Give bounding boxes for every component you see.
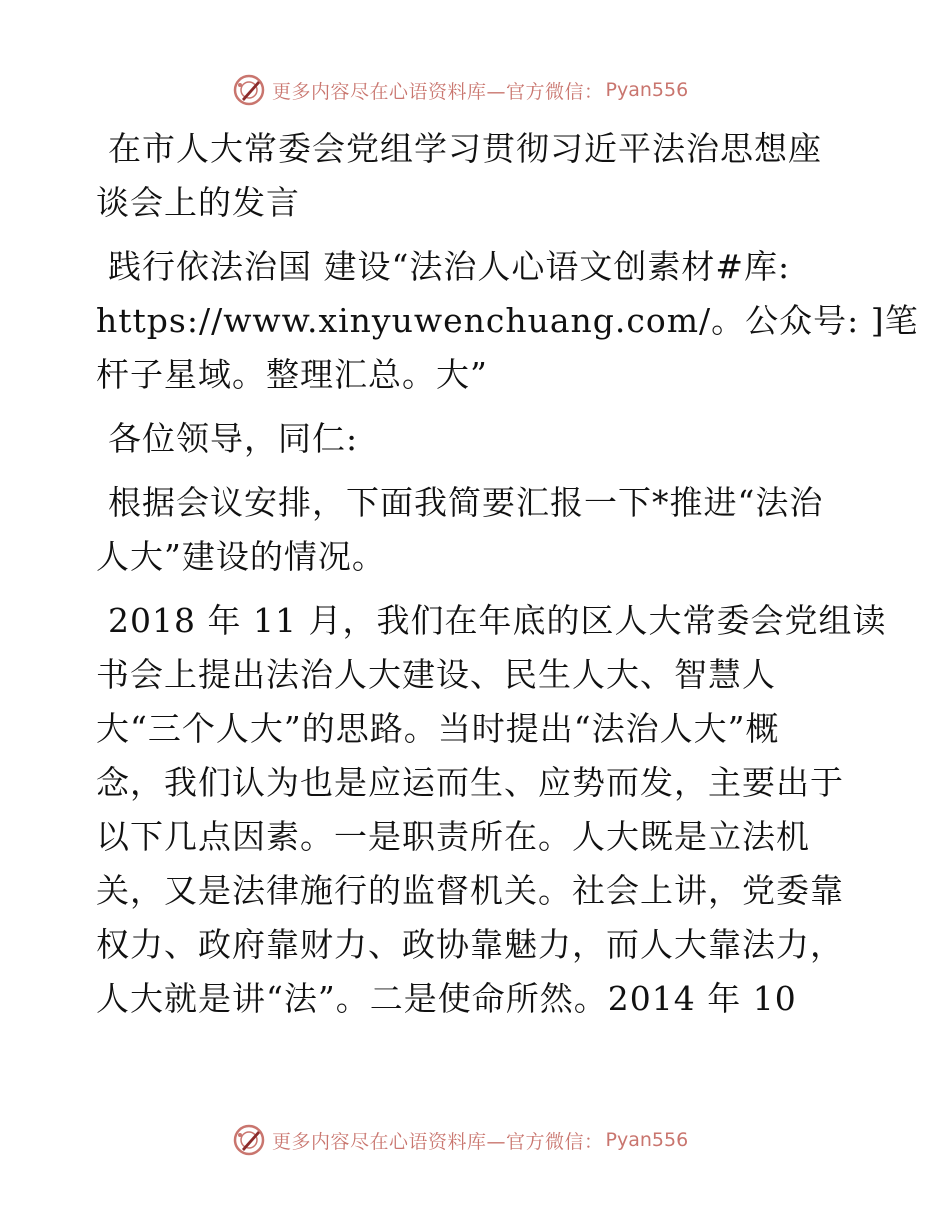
salutation-line: 各位领导，同仁: bbox=[108, 419, 359, 458]
body-line: 权力、政府靠财力、政协靠魅力，而人大靠法力， bbox=[96, 925, 844, 964]
header-watermark bbox=[232, 72, 688, 108]
body-line: 关，又是法律施行的监督机关。社会上讲，党委靠 bbox=[96, 871, 844, 910]
subtitle-line: 践行依法治国 建设“法治人心语文创素材#库: bbox=[108, 247, 791, 286]
quill-circle-icon bbox=[232, 1123, 266, 1157]
watermark-site-text: 更多内容尽在心语资料库—官方微信： bbox=[272, 80, 604, 103]
body-line: 念，我们认为也是应运而生、应势而发，主要出于 bbox=[96, 763, 844, 802]
salutation bbox=[96, 412, 856, 466]
intro-paragraph bbox=[96, 476, 856, 584]
footer-watermark bbox=[232, 1122, 688, 1158]
body-line: 2018 年 11 月，我们在年底的区人大常委会党组读 bbox=[108, 601, 887, 640]
title-line: 在市人大常委会党组学习贯彻习近平法治思想座 bbox=[108, 129, 822, 168]
body-paragraph bbox=[96, 594, 887, 1026]
subtitle-line: https://www.xinyuwenchuang.com/。公众号: ]笔 bbox=[96, 301, 919, 340]
body-line: 大“三个人大”的思路。当时提出“法治人大”概 bbox=[96, 709, 780, 748]
body-line: 以下几点因素。一是职责所在。人大既是立法机 bbox=[96, 817, 810, 856]
document-title bbox=[96, 122, 856, 230]
document-body bbox=[96, 122, 919, 1036]
intro-line: 根据会议安排，下面我简要汇报一下*推进“法治 bbox=[108, 483, 824, 522]
title-line: 谈会上的发言 bbox=[96, 183, 300, 222]
watermark-wechat-id: Pyan556 bbox=[605, 79, 689, 101]
intro-line: 人大”建设的情况。 bbox=[96, 537, 386, 576]
subtitle-paragraph bbox=[96, 240, 919, 402]
watermark-wechat-id: Pyan556 bbox=[605, 1129, 689, 1151]
watermark-site-text: 更多内容尽在心语资料库—官方微信： bbox=[272, 1130, 604, 1153]
quill-circle-icon bbox=[232, 73, 266, 107]
body-line: 人大就是讲“法”。二是使命所然。2014 年 10 bbox=[96, 979, 797, 1018]
body-line: 书会上提出法治人大建设、民生人大、智慧人 bbox=[96, 655, 776, 694]
subtitle-line: 杆子星域。整理汇总。大” bbox=[96, 355, 488, 394]
